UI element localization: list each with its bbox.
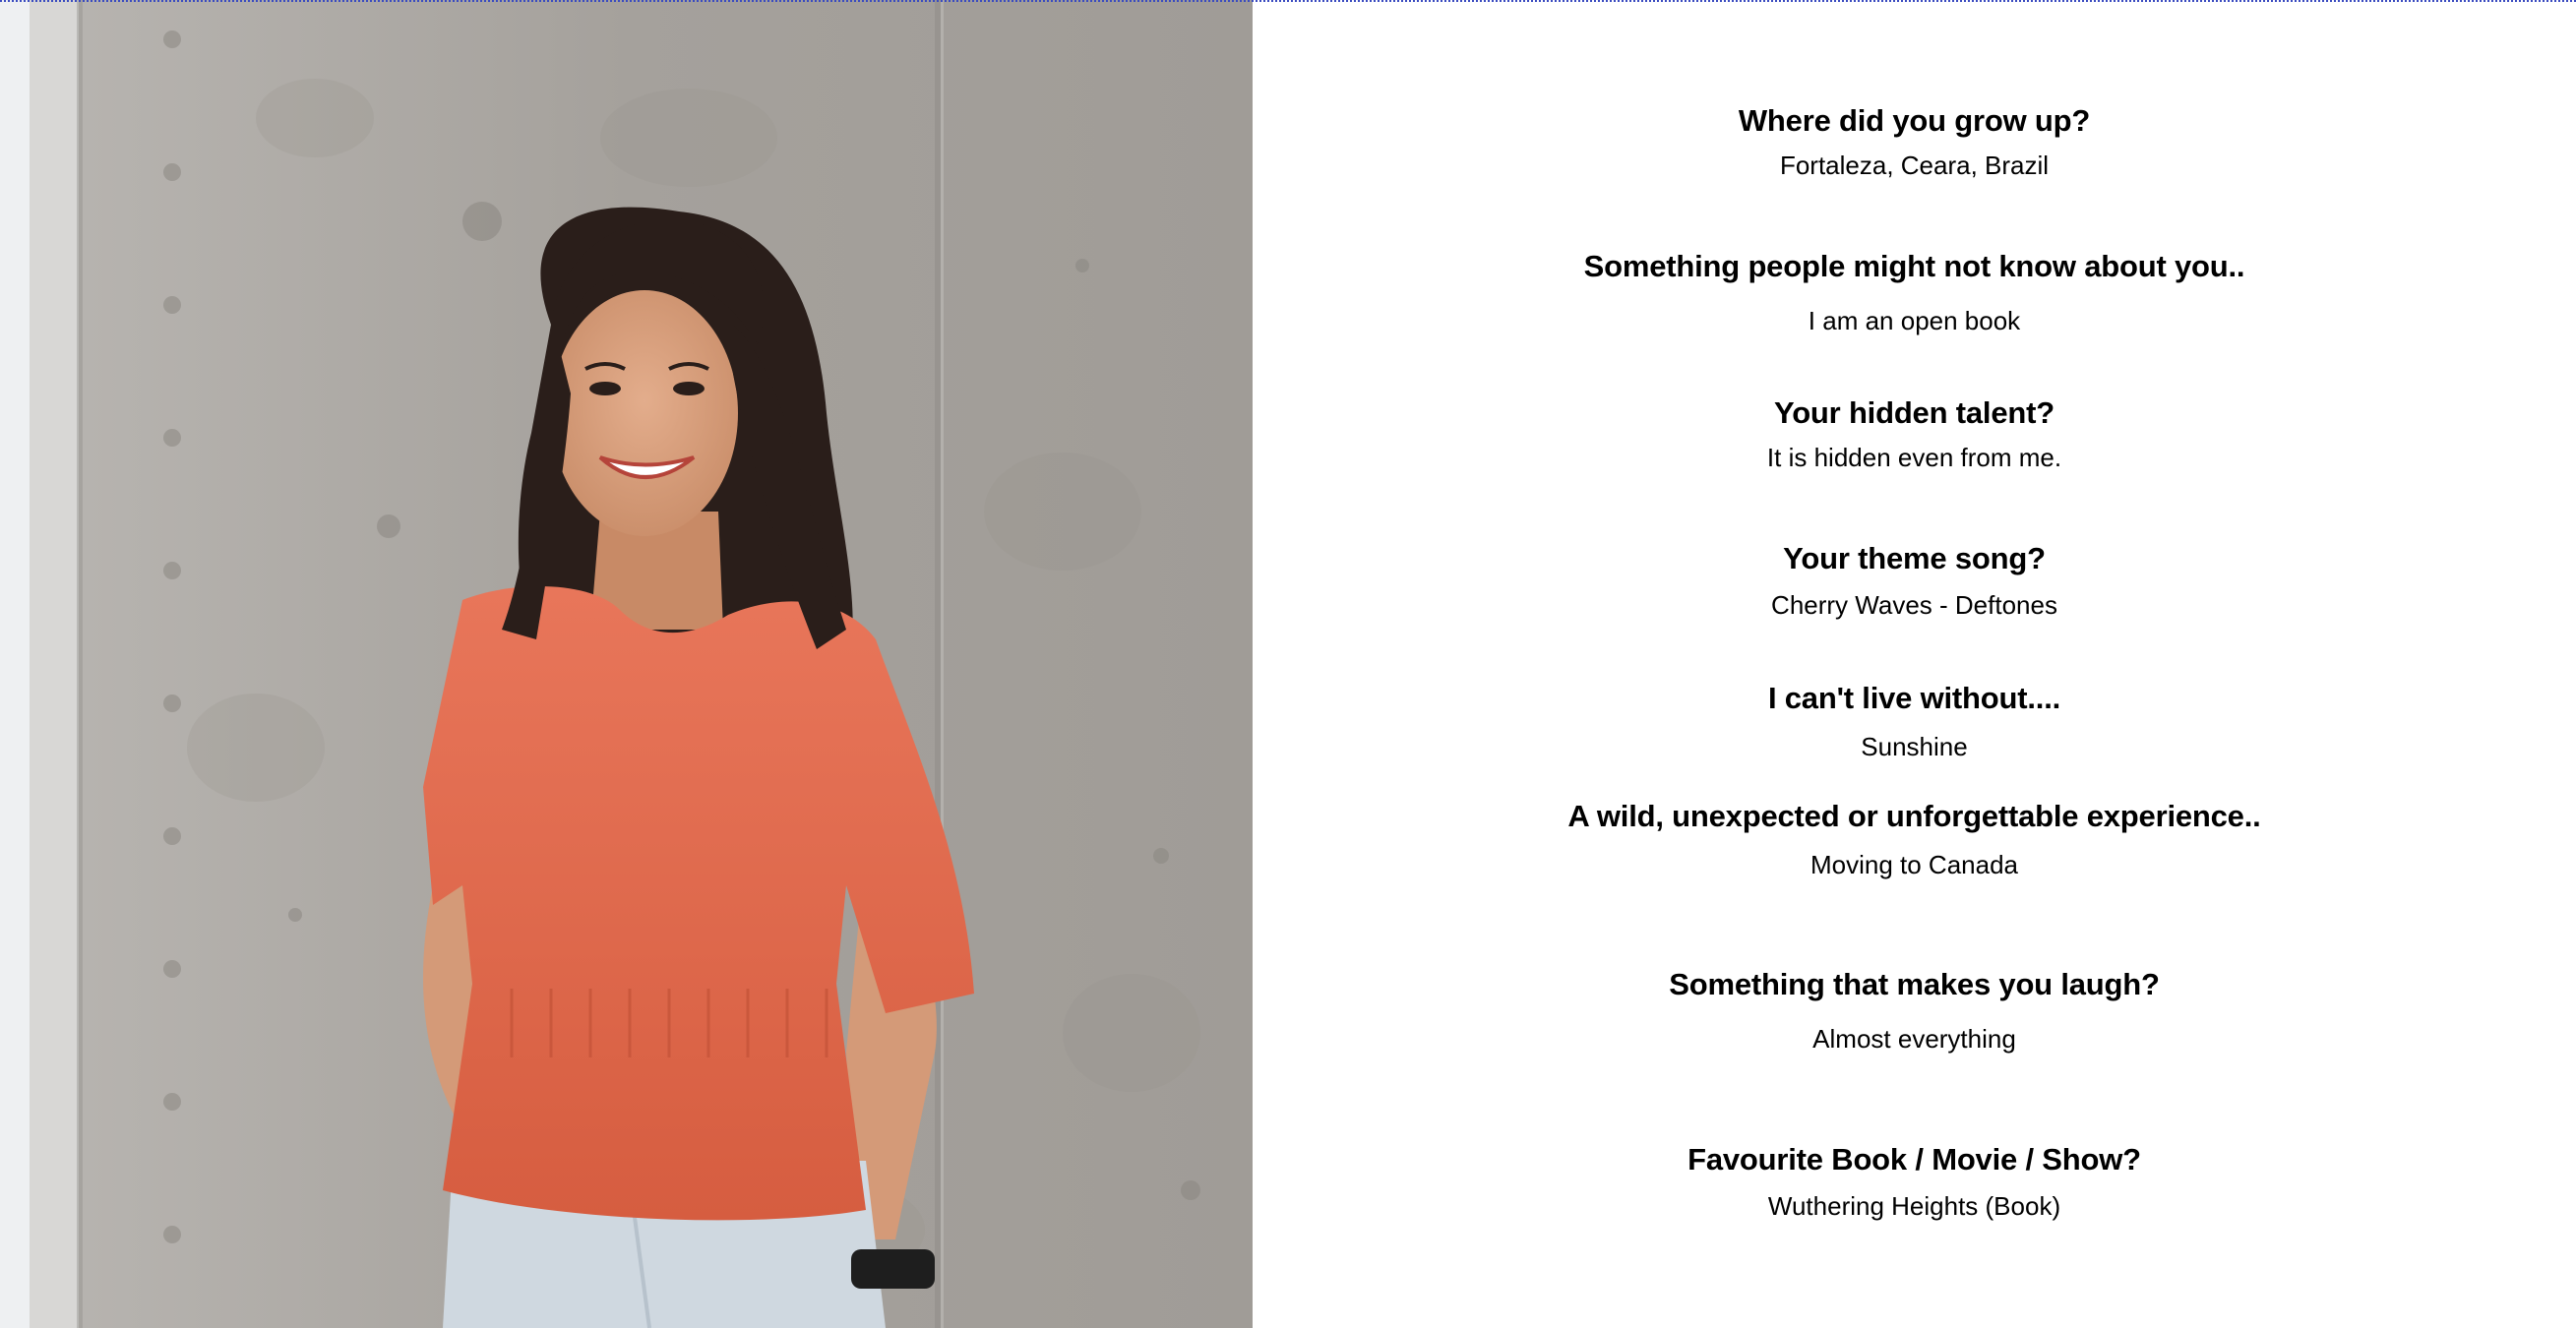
qa-question: Favourite Book / Movie / Show?: [1687, 1142, 2141, 1177]
qa-question: I can't live without....: [1767, 681, 2061, 715]
qa-answer: It is hidden even from me.: [1766, 443, 2062, 472]
qa-question: Something that makes you laugh?: [1669, 967, 2160, 1001]
qa-question: Your theme song?: [1783, 541, 2046, 575]
top-divider: [0, 0, 2576, 2]
qa-answer: Fortaleza, Ceara, Brazil: [1779, 151, 2050, 180]
qa-question: Your hidden talent?: [1774, 395, 2055, 430]
qa-answer: Moving to Canada: [1809, 850, 2019, 879]
qa-answer: I am an open book: [1808, 306, 2021, 335]
qa-question: Where did you grow up?: [1738, 103, 2091, 138]
qa-answer: Wuthering Heights (Book): [1767, 1191, 2061, 1221]
qa-question: Something people might not know about you..: [1583, 249, 2245, 283]
qa-answer: Cherry Waves - Deftones: [1771, 590, 2057, 620]
qa-answer: Almost everything: [1812, 1024, 2016, 1054]
portrait-photo: [0, 0, 1253, 1328]
portrait-illustration: [0, 0, 1253, 1328]
qa-list: [1253, 0, 2576, 1328]
qa-answer: Sunshine: [1861, 732, 1968, 761]
qa-question: A wild, unexpected or unforgettable experience..: [1567, 799, 2261, 833]
